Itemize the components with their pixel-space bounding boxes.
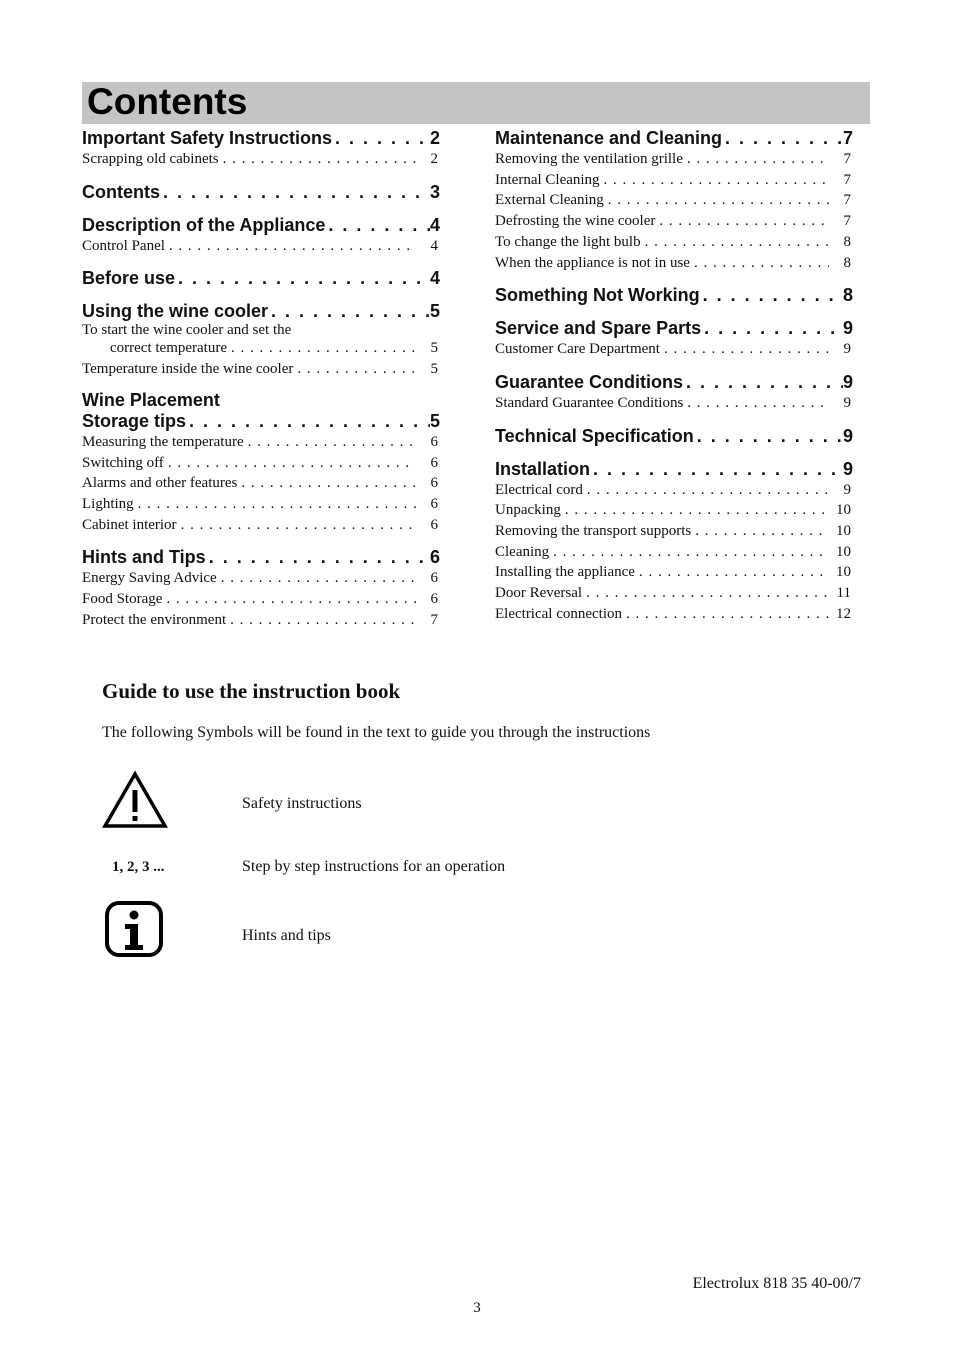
dot-leader bbox=[549, 542, 829, 563]
document-reference: Electrolux 818 35 40-00/7 bbox=[692, 1275, 861, 1292]
toc-entry bbox=[495, 253, 853, 274]
entry-title: Electrical connection bbox=[495, 605, 623, 622]
dot-leader bbox=[237, 473, 416, 494]
symbol-row-hints bbox=[102, 900, 802, 960]
entry-page: 6 bbox=[430, 433, 438, 450]
entry-page: 6 bbox=[430, 454, 438, 471]
section-page: 2 bbox=[429, 128, 440, 148]
toc-section bbox=[495, 284, 853, 306]
guide-section bbox=[102, 676, 862, 944]
section-heading bbox=[82, 127, 440, 149]
toc-section bbox=[495, 458, 853, 625]
section-heading bbox=[82, 546, 440, 568]
section-heading bbox=[82, 181, 440, 203]
toc-entry bbox=[82, 568, 440, 589]
entry-title: Switching off bbox=[82, 454, 164, 471]
section-page: 5 bbox=[429, 410, 440, 431]
section-heading bbox=[82, 214, 440, 236]
section-page: 8 bbox=[842, 285, 853, 306]
dot-leader bbox=[604, 190, 829, 211]
toc-entry bbox=[495, 500, 853, 521]
dot-leader bbox=[655, 211, 829, 232]
page-number: 3 bbox=[473, 1300, 481, 1316]
entry-title: Energy Saving Advice bbox=[82, 570, 217, 587]
entry-title-line: To start the wine cooler and set the bbox=[82, 322, 292, 339]
dot-leader bbox=[635, 562, 829, 583]
section-title: Before use bbox=[82, 268, 176, 289]
section-title: Guarantee Conditions bbox=[495, 371, 684, 392]
toc-section bbox=[495, 371, 853, 414]
dot-leader bbox=[293, 359, 416, 380]
toc-entry bbox=[495, 562, 853, 583]
entry-page: 8 bbox=[843, 254, 851, 271]
section-heading bbox=[495, 317, 853, 339]
entry-page: 7 bbox=[843, 151, 851, 167]
dot-leader bbox=[683, 371, 843, 393]
toc-entry bbox=[82, 432, 440, 453]
dot-leader bbox=[690, 253, 829, 274]
section-page: 6 bbox=[429, 547, 440, 568]
entry-title: To change the light bulb bbox=[495, 233, 641, 250]
section-title: Hints and Tips bbox=[82, 547, 206, 568]
toc-entry bbox=[495, 232, 853, 253]
entry-page: 6 bbox=[430, 591, 438, 608]
entry-title: Food Storage bbox=[82, 591, 163, 608]
entry-page: 10 bbox=[836, 502, 851, 519]
dot-leader bbox=[561, 500, 829, 521]
toc-entry bbox=[82, 473, 440, 494]
toc-entry bbox=[82, 610, 440, 631]
dot-leader bbox=[186, 410, 430, 432]
dot-leader bbox=[268, 300, 430, 322]
toc-section bbox=[82, 300, 440, 379]
entry-page: 9 bbox=[843, 394, 851, 411]
entry-page: 12 bbox=[836, 605, 851, 622]
entry-title: Cleaning bbox=[495, 543, 550, 560]
section-heading bbox=[82, 300, 440, 322]
dot-leader bbox=[164, 453, 416, 474]
section-title: Something Not Working bbox=[495, 285, 700, 306]
guide-intro: The following Symbols will be found in the text to guide you through the instructions bbox=[102, 724, 651, 741]
entry-page: 4 bbox=[430, 237, 438, 254]
entry-page: 5 bbox=[430, 340, 438, 357]
dot-leader bbox=[175, 267, 430, 289]
section-heading bbox=[495, 284, 853, 306]
entry-page: 8 bbox=[843, 233, 851, 250]
entry-title: Scrapping old cabinets bbox=[82, 151, 219, 167]
entry-page: 5 bbox=[430, 361, 438, 378]
section-heading bbox=[495, 127, 853, 149]
toc-section bbox=[82, 181, 440, 203]
dot-leader bbox=[600, 170, 829, 191]
entry-page: 7 bbox=[843, 192, 851, 209]
toc-section bbox=[82, 127, 440, 170]
section-title: Maintenance and Cleaning bbox=[495, 128, 723, 148]
page-title: Contents bbox=[87, 81, 248, 122]
dot-leader bbox=[325, 214, 430, 236]
toc-entry bbox=[82, 515, 440, 536]
info-icon bbox=[104, 900, 166, 960]
safety-label: Safety instructions bbox=[242, 795, 362, 812]
toc-section bbox=[82, 214, 440, 257]
toc-section bbox=[82, 391, 440, 536]
entry-title: When the appliance is not in use bbox=[495, 254, 690, 271]
section-page: 4 bbox=[429, 214, 440, 235]
dot-leader bbox=[227, 338, 416, 359]
toc-entry bbox=[495, 190, 853, 211]
entry-page: 6 bbox=[430, 475, 438, 492]
toc-section bbox=[495, 425, 853, 447]
entry-title: Removing the transport supports bbox=[495, 523, 692, 540]
dot-leader bbox=[165, 236, 416, 257]
dot-leader bbox=[226, 610, 416, 631]
entry-page: 7 bbox=[430, 611, 438, 628]
entry-title: Measuring the temperature bbox=[82, 433, 244, 450]
section-heading bbox=[495, 458, 853, 480]
dot-leader bbox=[217, 568, 416, 589]
dot-leader bbox=[701, 317, 843, 339]
toc-entry bbox=[82, 589, 440, 610]
section-heading bbox=[82, 410, 440, 432]
entry-page: 7 bbox=[843, 213, 851, 230]
entry-title: Unpacking bbox=[495, 502, 561, 519]
entry-page: 10 bbox=[836, 523, 851, 540]
dot-leader bbox=[700, 284, 843, 306]
entry-page: 10 bbox=[836, 543, 851, 560]
section-title: Description of the Appliance bbox=[82, 214, 326, 235]
section-page: 9 bbox=[842, 371, 853, 392]
dot-leader bbox=[641, 232, 829, 253]
toc-entry bbox=[82, 453, 440, 474]
section-title: Service and Spare Parts bbox=[495, 318, 702, 339]
entry-title: Cabinet interior bbox=[82, 516, 177, 533]
contents-title-bar bbox=[82, 82, 870, 124]
hints-label: Hints and tips bbox=[242, 927, 331, 944]
entry-title: Electrical cord bbox=[495, 481, 583, 498]
dot-leader bbox=[622, 604, 829, 625]
guide-heading: Guide to use the instruction book bbox=[102, 679, 401, 703]
entry-title: correct temperature bbox=[110, 340, 228, 357]
toc-entry bbox=[495, 211, 853, 232]
entry-page: 7 bbox=[843, 171, 851, 188]
dot-leader bbox=[583, 480, 829, 501]
entry-title: Defrosting the wine cooler bbox=[495, 213, 656, 230]
dot-leader bbox=[134, 494, 416, 515]
section-title: Storage tips bbox=[82, 410, 187, 431]
entry-title: Customer Care Department bbox=[495, 341, 660, 358]
entry-page: 2 bbox=[430, 151, 438, 167]
dot-leader bbox=[160, 181, 430, 203]
symbol-row-safety bbox=[102, 770, 802, 830]
dot-leader bbox=[162, 589, 416, 610]
dot-leader bbox=[590, 458, 843, 480]
toc-entry bbox=[495, 604, 853, 625]
toc-section bbox=[82, 546, 440, 630]
steps-marker: 1, 2, 3 ... bbox=[112, 859, 165, 875]
dot-leader bbox=[177, 515, 416, 536]
entry-page: 10 bbox=[836, 564, 851, 581]
steps-label: Step by step instructions for an operation bbox=[242, 858, 506, 875]
section-page: 3 bbox=[429, 181, 440, 202]
entry-title: Protect the environment bbox=[82, 611, 227, 628]
section-title: Installation bbox=[495, 458, 591, 479]
section-title: Using the wine cooler bbox=[82, 301, 269, 322]
toc-entry bbox=[82, 236, 440, 257]
section-page: 5 bbox=[429, 301, 440, 322]
section-heading bbox=[495, 425, 853, 447]
entry-title: External Cleaning bbox=[495, 192, 604, 209]
dot-leader bbox=[244, 432, 416, 453]
section-page: 7 bbox=[842, 128, 853, 148]
entry-page: 6 bbox=[430, 495, 438, 512]
dot-leader bbox=[683, 393, 829, 414]
entry-page: 11 bbox=[836, 585, 851, 602]
symbol-row-steps bbox=[102, 856, 802, 880]
section-title: Contents bbox=[82, 181, 160, 202]
toc-left-column bbox=[82, 127, 440, 641]
entry-page: 6 bbox=[430, 516, 438, 533]
entry-page: 6 bbox=[430, 570, 438, 587]
section-title-line: Wine Placement bbox=[82, 389, 220, 410]
toc-section bbox=[82, 267, 440, 289]
warning-triangle-icon bbox=[102, 770, 168, 830]
section-heading bbox=[82, 267, 440, 289]
section-page: 9 bbox=[842, 318, 853, 339]
dot-leader bbox=[691, 521, 829, 542]
entry-title: Internal Cleaning bbox=[495, 171, 600, 188]
toc-entry bbox=[495, 170, 853, 191]
dot-leader bbox=[219, 149, 416, 170]
entry-page: 9 bbox=[843, 481, 851, 498]
entry-page: 9 bbox=[843, 341, 851, 358]
section-page: 9 bbox=[842, 458, 853, 479]
section-page: 9 bbox=[842, 425, 853, 446]
toc-section bbox=[495, 127, 853, 273]
entry-title: Door Reversal bbox=[495, 585, 583, 602]
toc-entry bbox=[495, 521, 853, 542]
toc-entry bbox=[495, 480, 853, 501]
toc-entry bbox=[82, 149, 440, 170]
toc-right-column bbox=[495, 127, 853, 636]
dot-leader bbox=[332, 127, 430, 149]
toc-entry bbox=[495, 339, 853, 360]
entry-title: Removing the ventilation grille bbox=[495, 151, 683, 167]
entry-title: Alarms and other features bbox=[82, 475, 238, 492]
section-page: 4 bbox=[429, 268, 440, 289]
entry-title: Lighting bbox=[82, 495, 134, 512]
entry-title: Installing the appliance bbox=[495, 564, 635, 581]
dot-leader bbox=[206, 546, 430, 568]
toc-entry bbox=[82, 359, 440, 380]
dot-leader bbox=[683, 149, 829, 170]
section-title: Important Safety Instructions bbox=[82, 128, 333, 148]
toc-entry bbox=[495, 149, 853, 170]
toc-entry bbox=[82, 494, 440, 515]
dot-leader bbox=[694, 425, 843, 447]
toc-entry bbox=[495, 393, 853, 414]
section-title: Technical Specification bbox=[495, 425, 694, 446]
entry-title: Control Panel bbox=[82, 237, 165, 254]
section-heading bbox=[495, 371, 853, 393]
toc-entry bbox=[495, 583, 853, 604]
dot-leader bbox=[582, 583, 829, 604]
toc-entry bbox=[495, 542, 853, 563]
dot-leader bbox=[722, 127, 843, 149]
toc-section bbox=[495, 317, 853, 360]
toc-entry bbox=[82, 338, 440, 359]
entry-title: Standard Guarantee Conditions bbox=[495, 394, 684, 411]
dot-leader bbox=[660, 339, 829, 360]
entry-title: Temperature inside the wine cooler bbox=[82, 361, 294, 378]
